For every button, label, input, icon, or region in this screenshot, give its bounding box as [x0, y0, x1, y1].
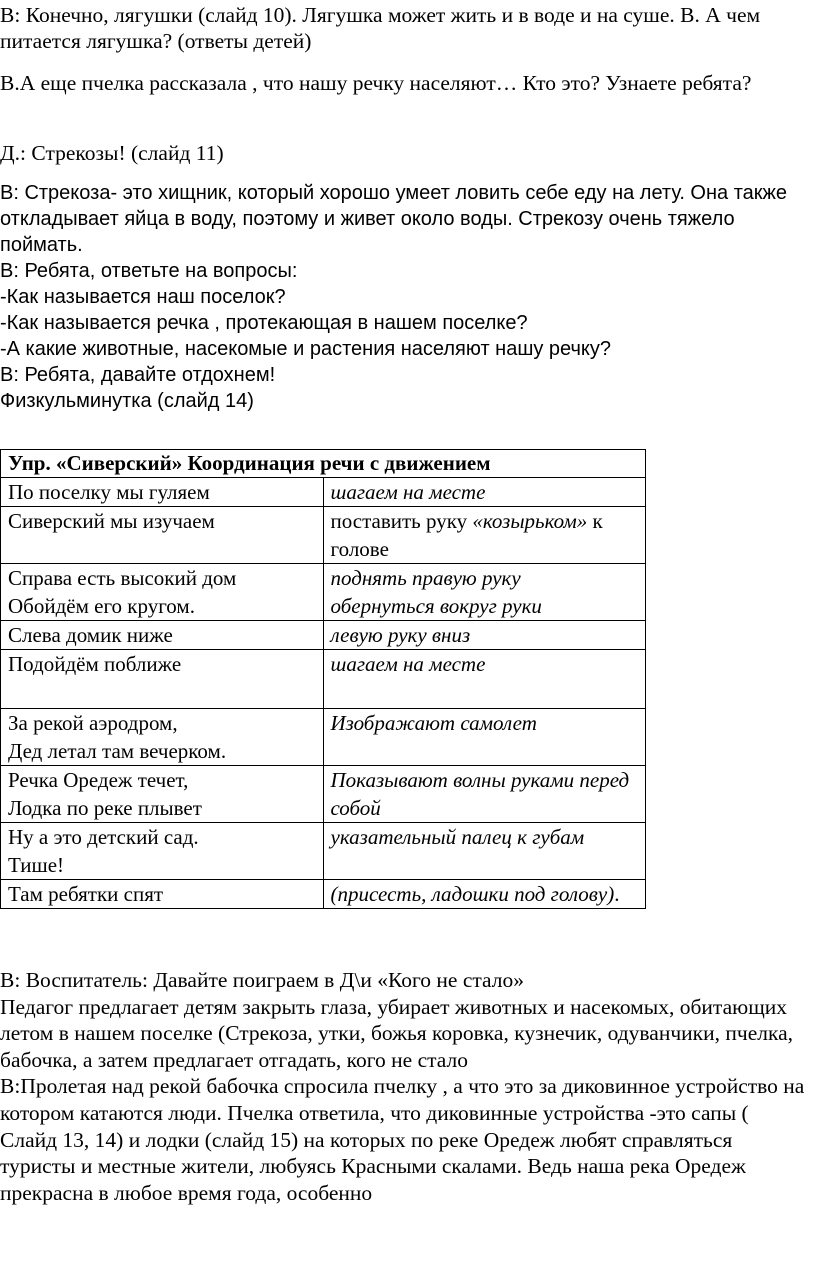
table-header-row [1, 450, 646, 478]
words-cell [1, 823, 324, 880]
dragonfly-and-questions [0, 180, 806, 414]
words-line: Лодка по реке плывет [8, 796, 202, 820]
words-cell [1, 709, 324, 766]
paragraph-text: В: Воспитатель: Давайте поиграем в Д\и «Кого не стало» [0, 968, 524, 992]
table-row [1, 766, 646, 823]
action-text: (присесть, ладошки под голову) [330, 882, 615, 906]
table-row [1, 621, 646, 650]
words-cell [1, 766, 324, 823]
words-line: Дед летал там вечерком. [8, 739, 227, 763]
game-section [0, 967, 806, 1206]
action-text: поставить руку [330, 509, 473, 533]
question-item: -Как называется речка , протекающая в нашем поселке? [0, 312, 528, 334]
words-line: Тише! [8, 853, 65, 877]
action-text: к голове [330, 509, 603, 561]
paragraph-text: В:Пролетая над рекой бабочка спросила пчелку , а что это за диковинное устройство на котором катаются люди. Пчелка ответила, что диковинные устройства -это сапы ( Слайд 13, 14) и лодки (слайд 15) на которых по реке Оредеж любят справляться туристы и местные жители, любуясь Красными скалами. Ведь наша река Оредеж прекрасна в любое время года, особенно [0, 1074, 805, 1205]
table-row [1, 564, 646, 621]
intro-paragraph-2 [0, 70, 806, 96]
words-line: Справа есть высокий дом [8, 566, 237, 590]
table-row [1, 709, 646, 766]
words-line: Обойдём его кругом. [8, 594, 195, 618]
intro-paragraph-3 [0, 140, 806, 166]
action-cell: указательный палец к губам [323, 823, 646, 880]
paragraph-text: В: Конечно, лягушки (слайд 10). Лягушка может жить и в воде и на суше. В. А чем питается лягушка? (ответы детей) [0, 3, 761, 53]
exercise-table [0, 449, 646, 909]
action-line: поднять правую руку [330, 566, 521, 590]
table-row [1, 880, 646, 909]
action-cell: шагаем на месте [323, 650, 646, 709]
action-cell [323, 507, 646, 564]
question-item: -Как называется наш поселок? [0, 286, 286, 308]
paragraph-text: В: Стрекоза- это хищник, который хорошо умеет ловить себе еду на лету. Она также откладывает яйца в воду, поэтому и живет около воды. Стрекозу очень тяжело поймать. [0, 182, 788, 256]
action-period: . [614, 882, 620, 906]
paragraph-text: В: Ребята, давайте отдохнем! [0, 364, 276, 386]
paragraph-text: Педагог предлагает детям закрыть глаза, убирает животных и насекомых, обитающих летом в нашем поселке (Стрекоза, утки, божья коровка, кузнечик, одуванчики, пчелка, бабочка, а затем предлагает отгадать, кого не стало [0, 994, 794, 1072]
action-cell: шагаем на месте [323, 478, 646, 507]
table-row [1, 650, 646, 709]
words-cell: Слева домик ниже [1, 621, 324, 650]
action-cell [323, 564, 646, 621]
table-row [1, 507, 646, 564]
paragraph-text: В: Ребята, ответьте на вопросы: [0, 260, 298, 282]
words-cell: Подойдём поближе [1, 650, 324, 709]
action-line: обернуться вокруг руки [330, 594, 542, 618]
table-row [1, 478, 646, 507]
action-cell: Показывают волны руками перед собой [323, 766, 646, 823]
question-item: -А какие животные, насекомые и растения населяют нашу речку? [0, 338, 612, 360]
paragraph-text: В.А еще пчелка рассказала , что нашу речку населяют… Кто это? Узнаете ребята? [0, 71, 752, 95]
table-header: Упр. «Сиверский» Координация речи с движением [1, 450, 646, 478]
words-cell: Там ребятки спят [1, 880, 324, 909]
action-cell: левую руку вниз [323, 621, 646, 650]
words-cell [1, 564, 324, 621]
action-cell: Изображают самолет [323, 709, 646, 766]
words-cell: По поселку мы гуляем [1, 478, 324, 507]
words-line: За рекой аэродром, [8, 711, 178, 735]
action-emphasis: «козырьком» [472, 509, 588, 533]
paragraph-text: Физкульминутка (слайд 14) [0, 390, 254, 412]
table-row [1, 823, 646, 880]
words-line: Ну а это детский сад. [8, 825, 199, 849]
action-cell [323, 880, 646, 909]
words-cell: Сиверский мы изучаем [1, 507, 324, 564]
words-line: Речка Оредеж течет, [8, 768, 189, 792]
intro-paragraph-1 [0, 2, 806, 54]
paragraph-text: Д.: Стрекозы! (слайд 11) [0, 141, 224, 165]
